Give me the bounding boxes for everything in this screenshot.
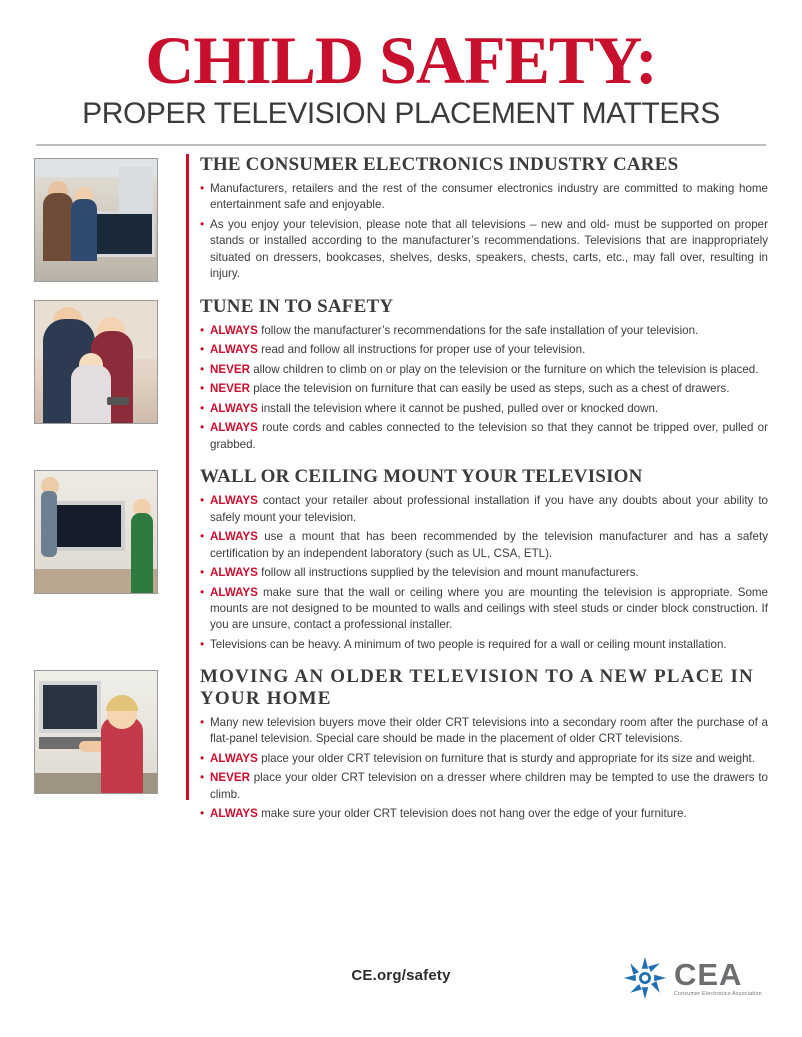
bullet-list (200, 493, 768, 653)
bullet-keyword: ALWAYS (210, 401, 258, 415)
section-heading: WALL OR CEILING MOUNT YOUR TELEVISION (200, 466, 643, 488)
bullet-text: make sure your older CRT television does not hang over the edge of your furniture. (261, 807, 687, 821)
section-text-column (186, 154, 768, 286)
list-item (200, 323, 768, 339)
section-heading: THE CONSUMER ELECTRONICS INDUSTRY CARES (200, 153, 679, 175)
list-item (200, 770, 768, 803)
bullet-text: place the television on furniture that can easily be used as steps, such as a chest of drawers. (253, 382, 730, 396)
cea-wordmark (673, 956, 762, 997)
list-item (200, 493, 768, 526)
list-item (200, 751, 768, 767)
footer-url-link[interactable]: CE.org/safety (351, 967, 451, 984)
section-text-column (186, 666, 768, 825)
bullet-list (200, 181, 768, 283)
vertical-accent-rule (186, 154, 189, 800)
list-item (200, 381, 768, 397)
bullet-list (200, 715, 768, 823)
list-item (200, 342, 768, 358)
page-subtitle: PROPER TELEVISION PLACEMENT MATTERS (82, 96, 720, 130)
bullet-text: Manufacturers, retailers and the rest of the consumer electronics industry are committed to making home entertainment safe and enjoyable. (210, 181, 768, 212)
section-text-column (186, 466, 768, 656)
photo-wall-mounting (34, 470, 158, 594)
cea-logo (622, 955, 762, 1001)
bullet-text: use a mount that has been recommended by the television manufacturer and has a safety certification by an independent laboratory (such as UL, CSA, ETL). (210, 530, 768, 560)
list-item (200, 585, 768, 634)
list-item (200, 401, 768, 417)
list-item (200, 637, 768, 653)
bullet-text: place your older CRT television on furniture that is sturdy and appropriate for its size and weight. (261, 751, 755, 765)
bullet-keyword: NEVER (210, 382, 250, 396)
section-heading: MOVING AN OLDER TELEVISION TO A NEW PLACE IN YOUR HOME (200, 666, 754, 709)
bullet-keyword: NEVER (210, 771, 250, 785)
list-item (200, 362, 768, 378)
bullet-text: install the television where it cannot be pushed, pulled over or knocked down. (261, 401, 659, 415)
bullet-keyword: ALWAYS (210, 807, 258, 821)
section-image-column (34, 154, 186, 282)
cea-logo-tagline: Consumer Electronics Association (673, 990, 762, 997)
bullet-keyword: ALWAYS (210, 494, 258, 508)
bullet-keyword: ALWAYS (210, 751, 258, 765)
bullet-text: place your older CRT television on a dresser where children may be tempted to use the drawers to climb. (210, 771, 768, 801)
bullet-keyword: ALWAYS (210, 585, 258, 599)
poster-body (34, 154, 768, 826)
list-item (200, 806, 768, 822)
list-item (200, 565, 768, 581)
list-item (200, 529, 768, 562)
bullet-keyword: ALWAYS (210, 530, 258, 544)
bullet-text: Many new television buyers move their older CRT televisions into a secondary room after the purchase of a flat-panel television. Special care should be made in the placement of older CRT televisions. (210, 715, 768, 746)
section-tune-in-to-safety (34, 296, 768, 456)
bullet-text: route cords and cables connected to the television so that they cannot be tripped over, pulled or grabbed. (210, 421, 768, 451)
section-moving-an-older-television (34, 666, 768, 825)
photo-store-shoppers (34, 158, 158, 282)
section-image-column (34, 296, 186, 424)
section-consumer-electronics-industry-cares (34, 154, 768, 286)
bullet-text: Televisions can be heavy. A minimum of two people is required for a wall or ceiling mount installation. (210, 637, 727, 651)
photo-boy-crt-television (34, 670, 158, 794)
header-divider (36, 144, 766, 146)
section-heading: TUNE IN TO SAFETY (200, 295, 394, 317)
bullet-text: read and follow all instructions for proper use of your television. (261, 343, 586, 357)
bullet-text: make sure that the wall or ceiling where you are mounting the television is appropriate. Some mounts are not designed to be mounted to walls and ceilings with steel studs or cinder block construction. If you are unsure, contact a professional installer. (210, 585, 768, 632)
section-text-column (186, 296, 768, 456)
list-item (200, 181, 768, 214)
bullet-text: follow all instructions supplied by the television and mount manufacturers. (261, 566, 639, 580)
bullet-keyword: ALWAYS (210, 343, 258, 357)
footer (34, 955, 768, 1019)
cea-logo-text: CEA (673, 956, 743, 992)
bullet-keyword: ALWAYS (210, 566, 258, 580)
bullet-text: allow children to climb on or play on the television or the furniture on which the television is placed. (253, 362, 759, 376)
photo-family-couch (34, 300, 158, 424)
bullet-keyword: ALWAYS (210, 421, 258, 435)
section-wall-or-ceiling-mount (34, 466, 768, 656)
bullet-keyword: NEVER (210, 362, 250, 376)
page-title: CHILD SAFETY: (145, 22, 657, 98)
list-item (200, 217, 768, 283)
bullet-list (200, 323, 768, 453)
list-item (200, 420, 768, 453)
section-image-column (34, 666, 186, 794)
bullet-text: contact your retailer about professional installation if you have any doubts about your ability to safely mount your television. (210, 494, 768, 524)
bullet-keyword: ALWAYS (210, 323, 258, 337)
list-item (200, 715, 768, 748)
cea-burst-icon (622, 955, 668, 1001)
bullet-text: As you enjoy your television, please note that all televisions – new and old- must be supported on proper stands or installed according to the manufacturer’s recommendations. Televisions that are inappropriately situated on dressers, bookcases, shelves, desks, speakers, chests, carts, etc., may fall over, resulting in injury. (210, 217, 768, 281)
bullet-text: follow the manufacturer’s recommendations for the safe installation of your television. (261, 323, 699, 337)
section-image-column (34, 466, 186, 594)
